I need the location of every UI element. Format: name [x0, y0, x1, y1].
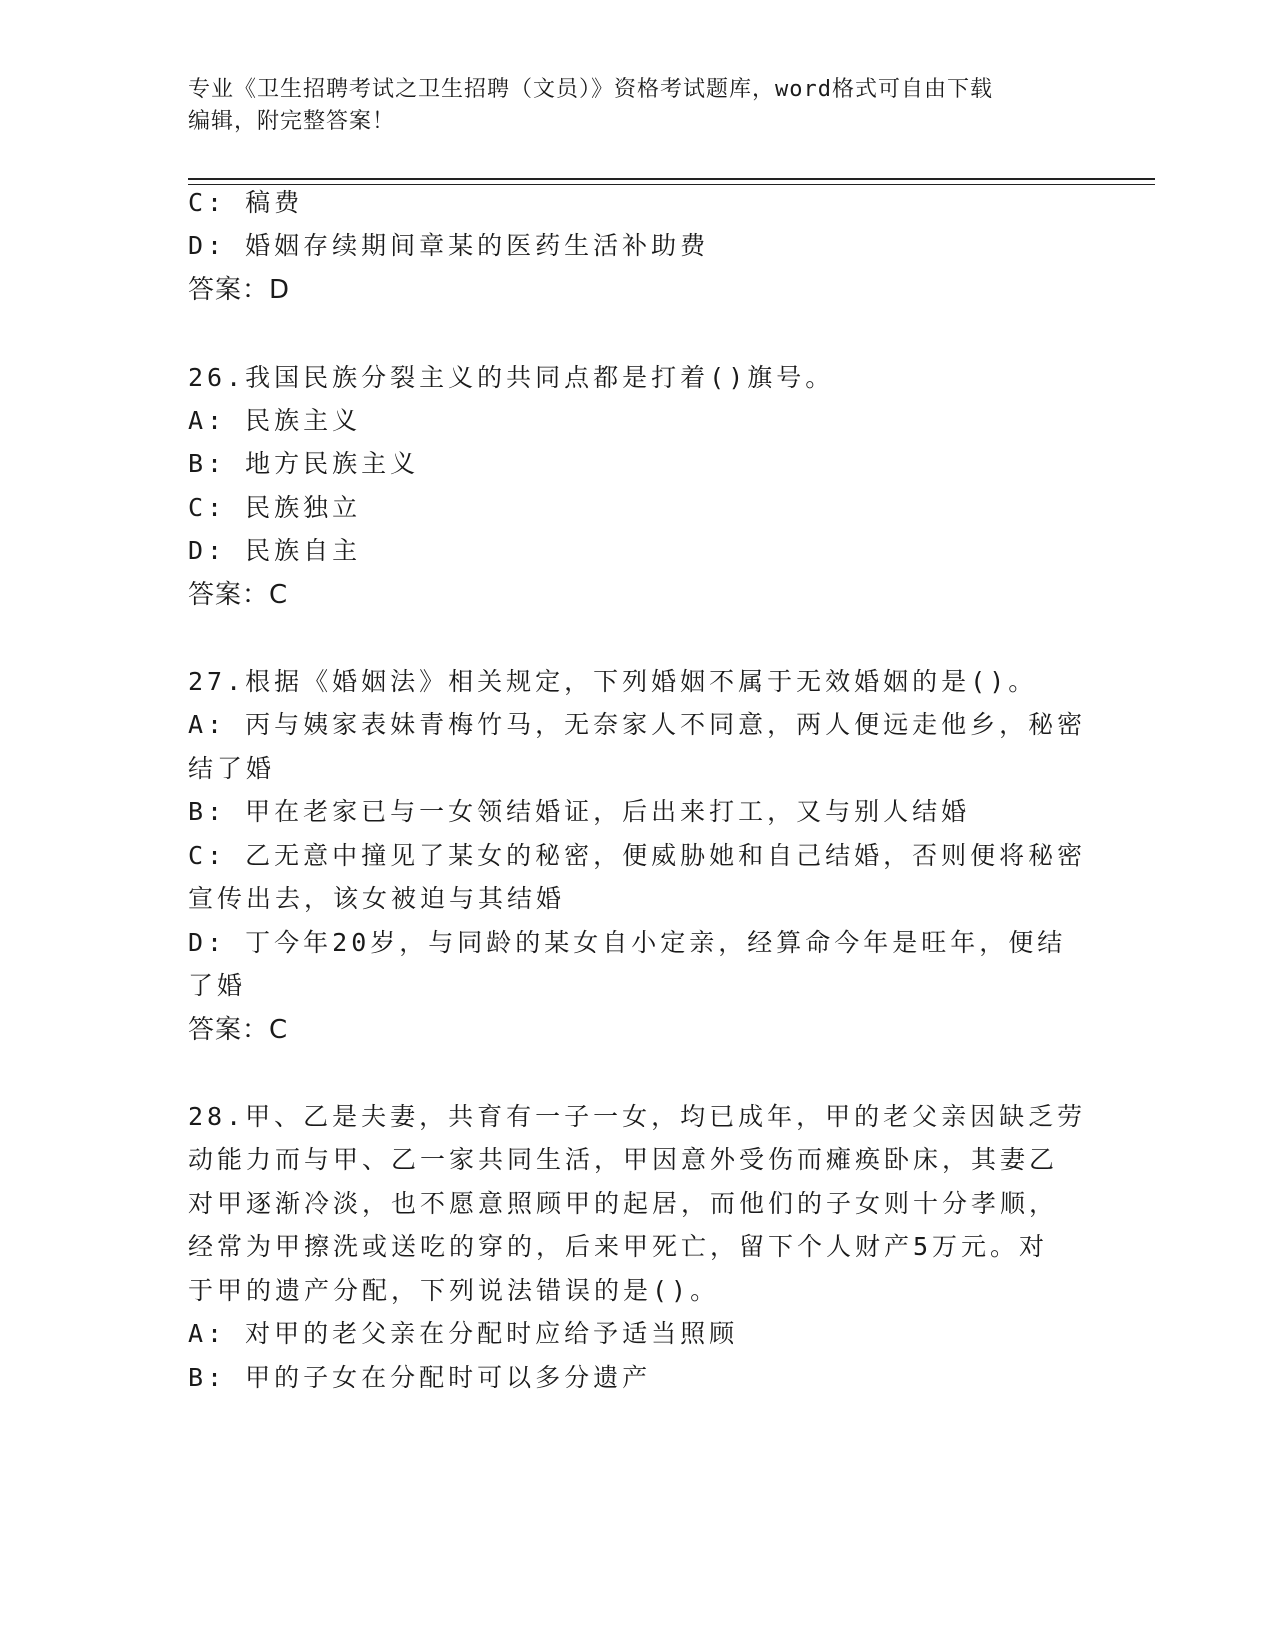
q26-option-c: C: 民族独立: [188, 493, 362, 522]
q27-option-d: D: 丁今年20岁，与同龄的某女自小定亲，经算命今年是旺年，便结: [188, 928, 1067, 957]
q26-option-a: A: 民族主义: [188, 406, 362, 435]
q26-option-b: B: 地方民族主义: [188, 449, 420, 478]
q28-stem-cont-1: 动能力而与甲、乙一家共同生活，甲因意外受伤而瘫痪卧床，其妻乙: [188, 1145, 1059, 1174]
q27-answer: 答案：C: [188, 1015, 289, 1045]
q28-option-a: A: 对甲的老父亲在分配时应给予适当照顾: [188, 1319, 739, 1348]
q28-stem: 28.甲、乙是夫妻，共育有一子一女，均已成年，甲的老父亲因缺乏劳: [188, 1102, 1087, 1131]
q27-option-c: C: 乙无意中撞见了某女的秘密，便威胁她和自己结婚，否则便将秘密: [188, 841, 1087, 870]
q28-stem-cont-4: 于甲的遗产分配，下列说法错误的是()。: [188, 1276, 720, 1305]
header-line-2: 编辑，附完整答案！: [188, 109, 396, 134]
prev-option-d: D: 婚姻存续期间章某的医药生活补助费: [188, 231, 710, 260]
header-divider-thin: [188, 184, 1155, 185]
q27-option-d-cont: 了婚: [188, 971, 247, 1000]
q27-option-a-cont: 结了婚: [188, 754, 276, 783]
q27-option-b: B: 甲在老家已与一女领结婚证，后出来打工，又与别人结婚: [188, 797, 971, 826]
document-header: [188, 74, 1088, 138]
header-divider-thick: [188, 178, 1155, 180]
q27-option-a: A: 丙与姨家表妹青梅竹马，无奈家人不同意，两人便远走他乡，秘密: [188, 710, 1087, 739]
q26-stem: 26.我国民族分裂主义的共同点都是打着()旗号。: [188, 363, 835, 392]
header-line-1: 专业《卫生招聘考试之卫生招聘（文员）》资格考试题库，word格式可自由下载: [188, 77, 993, 102]
prev-answer: 答案：D: [188, 275, 291, 305]
q27-stem: 27.根据《婚姻法》相关规定，下列婚姻不属于无效婚姻的是()。: [188, 667, 1038, 696]
q28-stem-cont-2: 对甲逐渐冷淡，也不愿意照顾甲的起居，而他们的子女则十分孝顺，: [188, 1189, 1059, 1218]
q26-answer: 答案：C: [188, 580, 289, 610]
q28-stem-cont-3: 经常为甲擦洗或送吃的穿的，后来甲死亡，留下个人财产5万元。对: [188, 1232, 1049, 1261]
q26-option-d: D: 民族自主: [188, 536, 362, 565]
q28-option-b: B: 甲的子女在分配时可以多分遗产: [188, 1363, 652, 1392]
prev-option-c: C: 稿费: [188, 188, 304, 217]
q27-option-c-cont: 宣传出去，该女被迫与其结婚: [188, 884, 566, 913]
